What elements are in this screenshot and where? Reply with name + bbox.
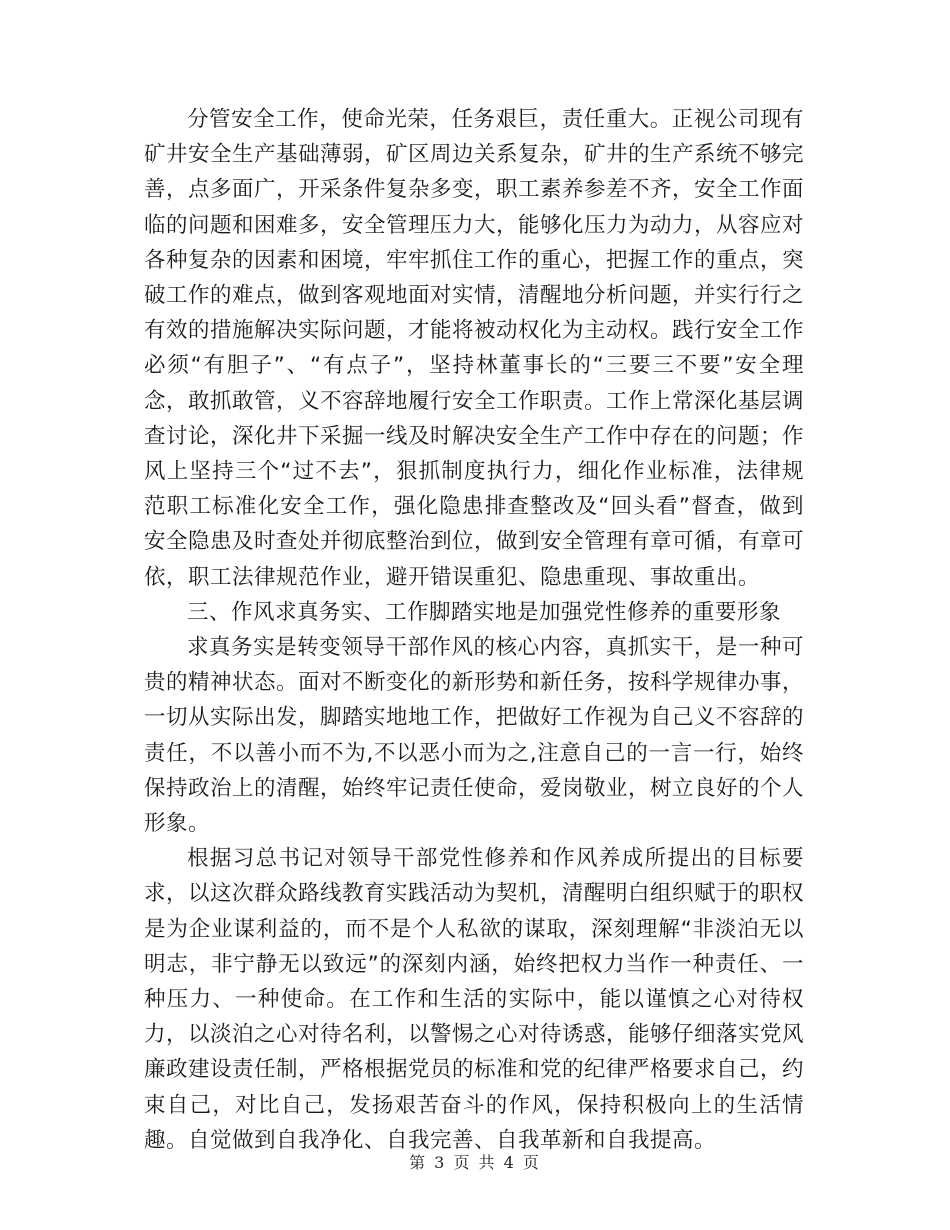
paragraph-pragmatic-style: 求真务实是转变领导干部作风的核心内容，真抓实干，是一种可贵的精神状态。面对不断变化的新形势和新任务，按科学规律办事，一切从实际出发，脚踏实地地工作，把做好工作视为自己义不容辞的责任，不以善小而不为,不以恶小而为之,注意自己的一言一行，始终保持政治上的清醒，始终牢记责任使命，爱岗敬业，树立良好的个人形象。: [144, 635, 805, 837]
page-number-footer: 第 3 页 共 4 页: [409, 1153, 541, 1172]
document-body: [144, 102, 804, 1158]
paragraph-party-discipline: 根据习总书记对领导干部党性修养和作风养成所提出的目标要求，以这次群众路线教育实践活动为契机，清醒明白组织赋于的职权是为企业谋利益的，而不是个人私欲的谋取，深刻理解“非淡泊无以明志，非宁静无以致远”的深刻内涵，始终把权力当作一种责任、一种压力、一种使命。在工作和生活的实际中，能以谨慎之心对待权力，以淡泊之心对待名利，以警惕之心对待诱惑，能够仔细落实党风廉政建设责任制，严格根据党员的标准和党的纪律严格要求自己，约束自己，对比自己，发扬艰苦奋斗的作风，保持积极向上的生活情趣。自觉做到自我净化、自我完善、自我革新和自我提高。: [144, 846, 805, 1153]
section-heading-three: 三、作风求真务实、工作脚踏实地是加强党性修养的重要形象: [187, 599, 782, 625]
paragraph-safety-work: 分管安全工作，使命光荣，任务艰巨，责任重大。正视公司现有矿井安全生产基础薄弱，矿区周边关系复杂，矿井的生产系统不够完善，点多面广，开采条件复杂多变，职工素养参差不齐，安全工作面临的问题和困难多，安全管理压力大，能够化压力为动力，从容应对各种复杂的因素和困境，牢牢抓住工作的重心，把握工作的重点，突破工作的难点，做到客观地面对实情，清醒地分析问题，并实行行之有效的措施解决实际问题，才能将被动权化为主动权。践行安全工作必须“有胆子”、“有点子”，坚持林董事长的“三要三不要”安全理念，敢抓敢管，义不容辞地履行安全工作职责。工作上常深化基层调查讨论，深化井下采掘一线及时解决安全生产工作中存在的问题；作风上坚持三个“过不去”，狠抓制度执行力，细化作业标准，法律规范职工标准化安全工作，强化隐患排查整改及“回头看”督查，做到安全隐患及时查处并彻底整治到位，做到安全管理有章可循，有章可依，职工法律规范作业，避开错误重犯、隐患重现、事故重出。: [144, 107, 805, 590]
